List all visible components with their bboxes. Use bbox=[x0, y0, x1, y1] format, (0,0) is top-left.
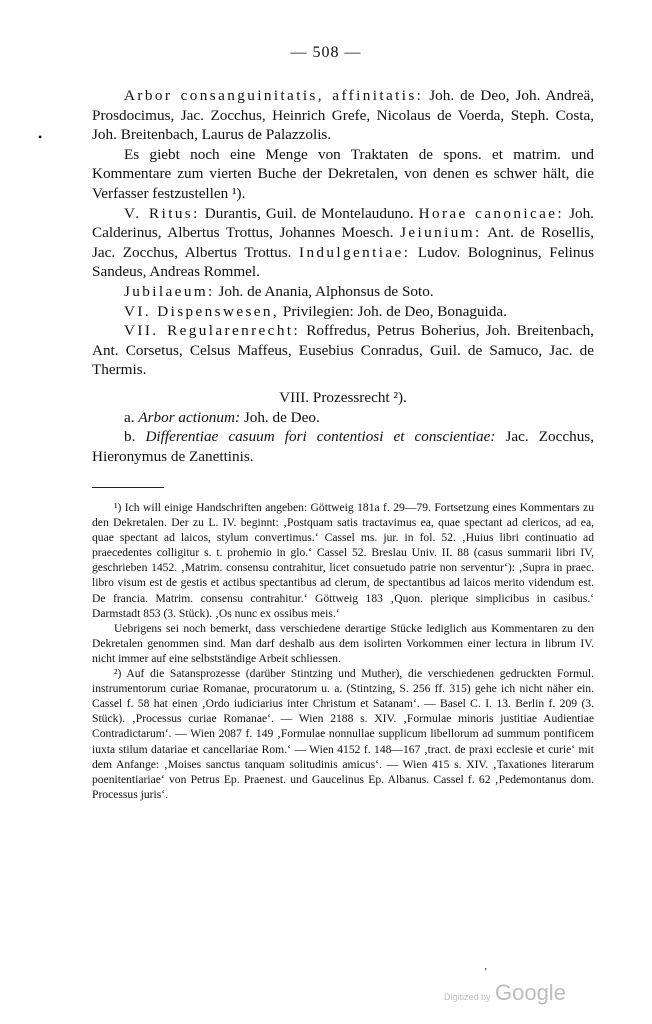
paragraph-regularenrecht bbox=[92, 321, 594, 380]
author-list: Joh. de Deo. bbox=[240, 408, 320, 426]
footnote-1: ¹) Ich will einige Handschriften angeben: Göttweig 181a f. 29—79. Fortsetzung eines Kommentars zu den Dekretalen. Der zu L. IV. beginnt: ‚Postquam satis tractavimus ea, quae spectant ad clericos, ad ea, quae spectant ad laicos, stylum convertimus.‘ Cassel ms. jur. in fol. 52. ‚Huius libri continuatio ad praecedentes colligitur s. t. prohemio in glo.‘ Cassel 52. Breslau Univ. II. 88 (casus summarii libri IV, geschrieben 1452. ‚Matrim. consensu contrahitur, licet consuetudo patrie non serventur‘): ‚Supra in praec. libro visum est de gestis et actibus spectantibus ad clerum, de spectantibus ad laicos merito videndum est. De francia. Matrim. consensu contrahitur.‘ Göttweig 183 ‚Quon. plerique simplicibus in casibus.‘ Darmstadt 853 (3. Stück). ‚Os nunc ex ossibus meis.‘ bbox=[92, 501, 594, 620]
stray-mark: ʼ bbox=[484, 967, 488, 978]
watermark-brand: Google bbox=[494, 980, 566, 1005]
topic-label: Indulgentiae: bbox=[298, 243, 411, 261]
footnotes bbox=[92, 500, 594, 802]
item-title: Arbor actionum: bbox=[138, 408, 241, 426]
paragraph-dispenswesen bbox=[92, 302, 594, 322]
main-text bbox=[92, 86, 594, 466]
item-label: b. bbox=[124, 428, 146, 446]
item-b bbox=[92, 427, 594, 466]
author-list: Joh. de Anania, Alphonsus de Soto. bbox=[214, 282, 434, 300]
topic-label: Horae canonicae: bbox=[418, 204, 565, 222]
digitization-watermark bbox=[444, 980, 566, 1006]
margin-mark: • bbox=[38, 130, 43, 144]
paragraph-ritus bbox=[92, 204, 594, 282]
topic-label: Jeiunium: bbox=[400, 224, 482, 242]
page-number: — 508 — bbox=[290, 44, 362, 61]
author-list: Ludov. Bologninus, Felinus Sandeus, Andreas Rommel. bbox=[92, 243, 594, 281]
item-label: a. bbox=[124, 408, 139, 426]
topic-label: Arbor consanguinitatis, affinitatis: bbox=[124, 87, 424, 104]
watermark-prefix: Digitized by bbox=[444, 992, 491, 1002]
topic-label: V. Ritus: bbox=[124, 204, 200, 222]
footnote-1-continued: Uebrigens sei noch bemerkt, dass verschiedene derartige Stücke lediglich aus Kommentaren zu den Dekretalen genommen sind. Man darf deshalb aus dem isolirten Vorkommen einer lectura in librum IV. nicht immer auf eine selbstständige Arbeit schliessen. bbox=[92, 621, 594, 665]
section-heading: VIII. Prozessrecht ²). bbox=[279, 388, 407, 406]
author-list: Durantis, Guil. de Montelauduno. bbox=[199, 204, 419, 222]
topic-label: Jubilaeum: bbox=[124, 282, 215, 300]
footnote-divider bbox=[92, 487, 164, 488]
paragraph-arbor-consanguinitatis bbox=[92, 86, 594, 145]
topic-label: VII. Regularenrecht: bbox=[124, 322, 301, 340]
author-list: Jac. Zocchus, Hieronymus de Zanettinis. bbox=[92, 428, 595, 465]
author-list: Roffredus, Petrus Boherius, Joh. Breitenbach, Ant. Corsetus, Celsus Maffeus, Eusebius Conradus, Guil. de Samuco, Jac. de Thermis. bbox=[92, 322, 594, 379]
author-list: Ant. de Rosellis, Jac. Zocchus, Albertus Trottus. bbox=[92, 224, 594, 261]
paragraph-jubilaeum bbox=[92, 282, 594, 302]
item-a bbox=[92, 408, 594, 428]
paragraph-traktate: Es giebt noch eine Menge von Traktaten de spons. et matrim. und Kommentare zum vierten Buche der Dekretalen, von denen es schwer hält, die Verfasser festzustellen ¹). bbox=[92, 145, 594, 202]
author-list: Joh. de Deo, Joh. Andreä, Prosdocimus, Jac. Zocchus, Heinrich Grefe, Nicolaus de Voerda, Steph. Costa, Joh. Breitenbach, Laurus de Palazzolis. bbox=[92, 87, 594, 144]
item-title: Differentiae casuum fori contentiosi et conscientiae: bbox=[145, 428, 496, 446]
author-list: Joh. Calderinus, Albertus Trottus, Johannes Moesch. bbox=[92, 204, 594, 242]
footnote-2: ²) Auf die Satansprozesse (darüber Stintzing und Muther), die verschiedenen gedruckten Formul. instrumentorum curiae Romanae, procuratorum u. a. (Stintzing, S. 256 ff. 315) gehe ich nicht näher ein. Cassel f. 58 hat einen ‚Ordo iudiciarius inter Christum et Satanam‘. — Basel C. I. 13. Berlin f. 209 (3. Stück). ‚Processus curiae Romanae‘. — Wien 2188 s. XIV. ‚Formulae minoris justitiae Audientiae Contradictarum‘. — Wien 2087 f. 149 ‚Formulae nonnullae supplicum libellorum ad summum pontificem iuxta stilum datariae et cancellariae Rom.‘ — Wien 4152 f. 148—167 ‚tract. de praxi ecclesie et curie‘ mit dem Anfange: ‚Moises sanctus tanquam solitudinis amicus‘. — Wien 415 s. XIV. ‚Taxationes literarum poenitentiariae‘ von Petrus Ep. Praenest. und Gaucelinus Ep. Albanus. Cassel f. 62 ‚Pedemontanus dom. Processus juris‘. bbox=[92, 667, 594, 801]
topic-label: VI. Dispenswesen, bbox=[124, 302, 280, 320]
author-list: Privilegien: Joh. de Deo, Bonaguida. bbox=[279, 302, 507, 320]
